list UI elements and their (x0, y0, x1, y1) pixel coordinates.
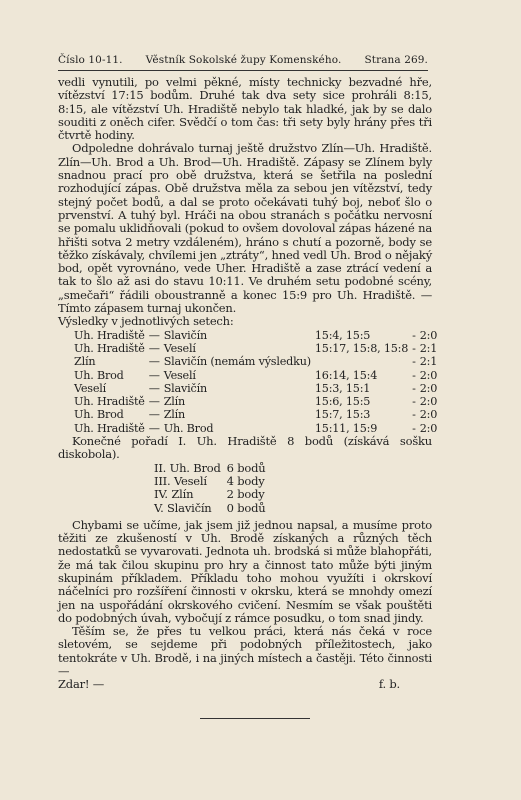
standing-rank: III. Veselí (154, 473, 207, 488)
results-cell-b: Zlín (163, 395, 186, 409)
standing-row (154, 488, 271, 501)
results-cell-sep: — (148, 381, 160, 395)
header-divider (58, 70, 428, 71)
paragraph: Těším se, že přes tu velkou práci, která nás čeká v roce sletovém, se sejdeme při podobných příležitostech, jako tentokráte v Uh. Brodě, i na jiných místech a častěji. Této činnosti — (58, 624, 432, 679)
results-row (74, 355, 441, 368)
results-cell-dash: - (412, 395, 416, 409)
results-cell-dash: - (412, 421, 416, 435)
results-row (74, 369, 441, 382)
results-cell-a: Uh. Hradiště (74, 341, 145, 355)
article-body (58, 75, 438, 692)
results-cell-score: 2:1 (419, 355, 438, 369)
results-cell-dash: - (412, 328, 416, 342)
results-cell-sep: — (148, 368, 160, 382)
standing-points: 0 bodů (226, 500, 266, 515)
results-cell-score: 2:0 (419, 328, 438, 342)
results-cell-dash: - (412, 355, 416, 369)
results-cell-dash: - (412, 341, 416, 355)
results-cell-dash: - (412, 368, 416, 382)
results-cell-b: Slavičín (163, 381, 207, 395)
results-row (74, 422, 441, 435)
results-cell-score: 2:0 (419, 408, 438, 422)
closing-line (58, 678, 432, 691)
results-cell-sep: — (148, 408, 160, 422)
page-number: Strana 269. (364, 54, 428, 66)
results-cell-a: Uh. Hradiště (74, 328, 145, 342)
results-cell-a: Veselí (74, 381, 106, 395)
results-cell-sets: 15:4, 15:5 (314, 328, 371, 342)
results-cell-score: 2:0 (419, 421, 438, 435)
results-cell-dash: - (412, 381, 416, 395)
standing-row (154, 475, 271, 488)
results-cell-score: 2:0 (419, 395, 438, 409)
results-cell-a: Uh. Hradiště (74, 395, 145, 409)
results-cell-a: Uh. Brod (74, 408, 124, 422)
results-cell-b: Slavičín (163, 328, 207, 342)
results-cell-sep: — (148, 355, 160, 369)
final-standing-list (154, 462, 271, 515)
results-cell-b: Uh. Brod (163, 421, 214, 435)
standing-rank: IV. Zlín (154, 487, 194, 502)
results-cell-sep: — (148, 421, 160, 435)
paragraph: Chybami se učíme, jak jsem již jednou napsal, a musíme proto těžiti ze zkušeností v Uh. Brodě získaných a různých těch nedostatků se vyvarovati. Jednota uh. brodská si může blahopřáti, že má tak čilou skupinu pro hry a činnost tato může býti jiným skupinám příkladem. Příkladu toho mohou využíti i okrskoví náčelníci pro rozšíření činnosti v okrsku, která se mnohdy omezí jen na uspořádání okrskového cvičení. Nesmím se však pouštěti do podobných úvah, vybočují z rámce posudku, o tom snad jindy. (58, 517, 432, 625)
results-row (74, 382, 441, 395)
results-cell-score: 2:0 (419, 368, 438, 382)
author-signature: f. b. (378, 677, 400, 692)
results-cell-score: 2:0 (419, 381, 438, 395)
results-cell-b: Veselí (163, 368, 196, 382)
standing-row (154, 502, 271, 515)
results-row (74, 329, 441, 342)
results-cell-sets: 16:14, 15:4 (314, 368, 378, 382)
end-divider (200, 718, 310, 719)
results-row (74, 342, 441, 355)
results-cell-a: Zlín (74, 355, 96, 369)
final-standing-intro: Konečné pořadí I. Uh. Hradiště 8 bodů (získává sošku diskobola). (58, 434, 432, 462)
results-cell-sets: 15:7, 15:3 (314, 408, 371, 422)
paragraph: vedli vynutili, po velmi pěkné, místy technicky bezvadné hře, vítězství 17:15 bodům. Druhé tak dva sety sice prohráli 8:15, 8:15, ale vítězství Uh. Hradiště nebylo tak hladké, jak by se dalo souditi z oněch cifer. Svědčí o tom čas: tři sety byly hrány přes tři čtvrtě hodiny. (58, 75, 432, 143)
standing-row (154, 462, 271, 475)
issue-number: Číslo 10-11. (58, 54, 123, 66)
results-cell-sep: — (148, 328, 160, 342)
standing-points: 4 body (226, 473, 265, 488)
paragraph: Odpoledne dohrávalo turnaj ještě družstvo Zlín—Uh. Hradiště. Zlín—Uh. Brod a Uh. Brod—Uh. Hradiště. Zápasy se Zlínem byly snadnou prací pro obě družstva, která se šetřila na poslední rozhodující zápas. Obě družstva měla za sebou jen vítězství, tedy stejný počet bodů, a dal se proto očekávati tuhý boj, neboť šlo o prvenství. A tuhý byl. Hráči na obou stranách s počátku nervosní se pomalu uklidňovali (pokud to ovšem dovoloval zápas házené na hřišti sotva 2 metry vzdáleném), hráno s chutí a pozorně, body se těžko získávaly, chvílemi jen „ztráty“, hned vedl Uh. Brod o nějaký bod, opět vyrovnáno, vede Uher. Hradiště a zase ztrácí vedení a tak to šlo až asi do stavu 10:11. Ve druhém setu podobné scény, „smečaři“ řádili oboustranně a konec 15:9 pro Uh. Hradiště. — Tímto zápasem turnaj ukončen. (58, 141, 432, 316)
results-heading: Výsledky v jednotlivých setech: (58, 314, 234, 329)
results-cell-score: 2:1 (419, 341, 438, 355)
standing-points: 6 bodů (226, 460, 266, 475)
results-cell-dash: - (412, 408, 416, 422)
results-cell-a: Uh. Hradiště (74, 421, 145, 435)
standing-points: 2 body (226, 487, 265, 502)
results-cell-sep: — (148, 341, 160, 355)
results-cell-sets: 15:3, 15:1 (314, 381, 371, 395)
results-row (74, 395, 441, 408)
results-cell-a: Uh. Brod (74, 368, 124, 382)
results-cell-sets: 15:6, 15:5 (314, 395, 371, 409)
results-cell-sep: — (148, 395, 160, 409)
results-cell-b: Slavičín (nemám výsledku) (163, 355, 311, 369)
page-header (58, 54, 428, 66)
results-cell-b: Zlín (163, 408, 186, 422)
standing-rank: II. Uh. Brod (154, 460, 221, 475)
closing-salute: Zdar! — (58, 677, 105, 692)
results-table (74, 329, 441, 435)
results-cell-sets (315, 355, 412, 368)
journal-title: Věstník Sokolské župy Komenského. (145, 54, 342, 66)
results-cell-b: Veselí (163, 341, 196, 355)
results-row (74, 408, 441, 421)
results-cell-sets: 15:17, 15:8, 15:8 (314, 341, 409, 355)
results-cell-sets: 15:11, 15:9 (314, 421, 378, 435)
standing-rank: V. Slavičín (154, 500, 212, 515)
